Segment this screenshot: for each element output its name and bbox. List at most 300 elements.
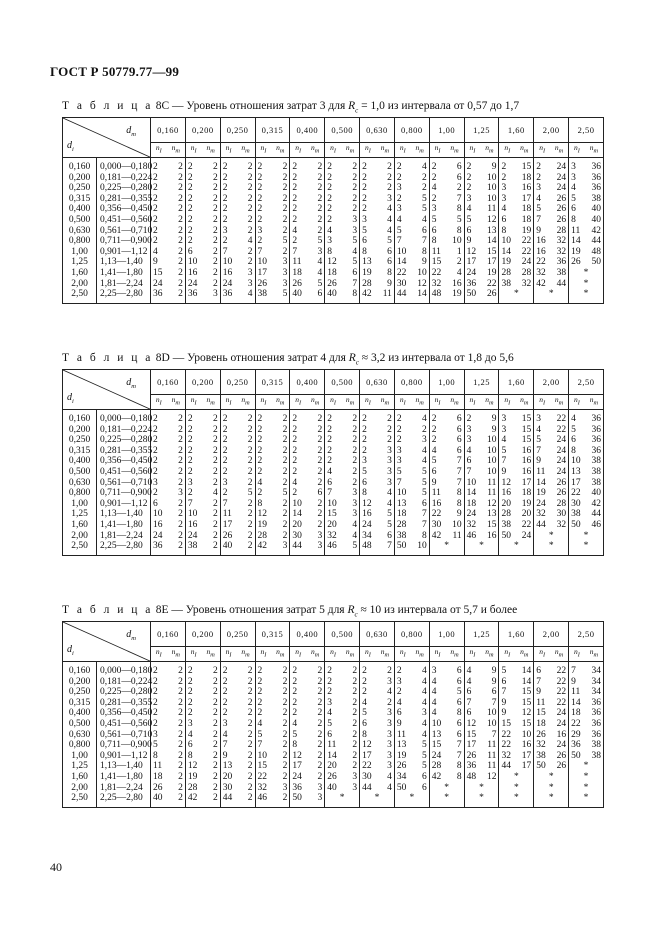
n-t-value: 9 bbox=[491, 676, 497, 687]
table-cell bbox=[360, 194, 394, 205]
cost-table bbox=[62, 369, 604, 556]
n-i-label: $n_I$ bbox=[260, 647, 267, 659]
n-i-value: 4 bbox=[292, 225, 298, 236]
table-cell bbox=[430, 478, 464, 489]
n-i-label: $n_I$ bbox=[190, 143, 197, 155]
n-t-value: 24 bbox=[556, 708, 567, 719]
table-cell bbox=[151, 414, 185, 425]
n-t-value: 15 bbox=[521, 162, 532, 173]
n-t-value: 24 bbox=[521, 257, 532, 268]
table-cell bbox=[221, 740, 255, 751]
value-column bbox=[499, 158, 534, 304]
n-t-value: 2 bbox=[352, 435, 358, 446]
table-cell bbox=[395, 499, 429, 510]
n-i-label: $n_I$ bbox=[434, 395, 441, 407]
n-i-value: 6 bbox=[187, 740, 193, 751]
n-i-value: 6 bbox=[501, 676, 507, 687]
n-i-value: 2 bbox=[292, 162, 298, 173]
caption-lead: Т а б л и ц а bbox=[62, 604, 153, 616]
n-i-value: 2 bbox=[536, 172, 542, 183]
n-t-value: 2 bbox=[178, 729, 183, 740]
table-cell bbox=[430, 740, 464, 751]
n-t-label: $n_т$ bbox=[206, 143, 215, 155]
d-value: 0,630 bbox=[68, 225, 91, 236]
n-i-value: 15 bbox=[257, 761, 268, 772]
n-t-value: 6 bbox=[456, 424, 462, 435]
table-cell bbox=[430, 215, 464, 226]
column-header: 1,25 bbox=[464, 370, 499, 395]
n-label-sub: I bbox=[542, 399, 546, 407]
table-cell bbox=[465, 772, 499, 783]
n-t-value: 2 bbox=[317, 697, 323, 708]
n-t-value: 38 bbox=[556, 268, 567, 279]
n-t-value: 17 bbox=[521, 750, 532, 761]
n-i-label: $n_I$ bbox=[469, 395, 476, 407]
n-i-value: 9 bbox=[222, 750, 228, 761]
range-column bbox=[97, 410, 151, 556]
table-cell bbox=[395, 226, 429, 237]
table-cell bbox=[151, 236, 185, 247]
n-i-value: 3 bbox=[222, 477, 228, 488]
table-cell bbox=[256, 677, 290, 688]
column-header: 1,60 bbox=[499, 622, 534, 647]
n-t-value: 2 bbox=[247, 193, 253, 204]
n-i-value: 5 bbox=[292, 729, 298, 740]
table-cell bbox=[534, 730, 568, 741]
n-i-value: 2 bbox=[187, 687, 193, 698]
subcolumn-header bbox=[290, 143, 325, 158]
n-i-value: 6 bbox=[187, 246, 193, 257]
column-header: 0,400 bbox=[290, 622, 325, 647]
n-t-value: 2 bbox=[317, 445, 323, 456]
table-cell bbox=[325, 772, 359, 783]
n-i-value: 24 bbox=[292, 772, 302, 783]
n-t-value: 34 bbox=[591, 687, 601, 698]
n-i-value: 16 bbox=[153, 520, 163, 531]
n-i-value: 2 bbox=[466, 183, 472, 194]
table-cell bbox=[221, 783, 255, 794]
n-t-value: 2 bbox=[212, 246, 218, 257]
table-cell bbox=[499, 194, 533, 205]
table-cell bbox=[186, 499, 220, 510]
n-t-value: 3 bbox=[282, 257, 288, 268]
value-column bbox=[255, 662, 290, 808]
n-i-value: 2 bbox=[362, 666, 367, 677]
table-cell bbox=[186, 414, 220, 425]
table-cell bbox=[534, 687, 568, 698]
table-cell bbox=[256, 740, 290, 751]
n-i-value: 9 bbox=[501, 697, 507, 708]
n-i-label: $n_I$ bbox=[399, 647, 406, 659]
table-cell bbox=[395, 666, 429, 677]
n-i-value: 24 bbox=[536, 498, 546, 509]
n-i-value: 6 bbox=[153, 498, 158, 509]
subcolumn-header bbox=[151, 395, 186, 410]
n-label-sub: I bbox=[577, 399, 580, 407]
n-t-value: 15 bbox=[521, 697, 532, 708]
n-t-value: 2 bbox=[247, 520, 253, 531]
table-cell bbox=[569, 719, 603, 730]
n-t-value: 2 bbox=[212, 445, 218, 456]
n-label-sub: I bbox=[333, 147, 336, 155]
n-i-value: 3 bbox=[466, 193, 472, 204]
table-cell bbox=[151, 162, 185, 173]
table-cell bbox=[499, 236, 533, 247]
n-i-value: 15 bbox=[431, 740, 442, 751]
table-cell bbox=[534, 204, 568, 215]
table-cell bbox=[430, 289, 464, 300]
table-cell bbox=[499, 183, 533, 194]
n-i-value: 38 bbox=[257, 289, 268, 300]
n-i-label: $n_I$ bbox=[364, 647, 371, 659]
n-t-label: $n_т$ bbox=[311, 647, 320, 659]
n-i-value: 2 bbox=[362, 204, 367, 215]
n-i-value: 26 bbox=[257, 278, 268, 289]
n-i-value: 2 bbox=[187, 445, 193, 456]
n-i-value: 2 bbox=[222, 445, 228, 456]
n-t-value: 2 bbox=[178, 456, 183, 467]
table-cell bbox=[186, 467, 220, 478]
table-cell bbox=[186, 194, 220, 205]
n-t-value: 2 bbox=[178, 162, 183, 173]
n-i-value: 13 bbox=[362, 257, 372, 268]
n-i-value: 7 bbox=[396, 236, 402, 247]
n-t-value: 36 bbox=[591, 162, 601, 173]
range-value: 2,25—2,80 bbox=[100, 541, 143, 552]
n-i-value: 30 bbox=[292, 530, 302, 541]
table-cell bbox=[465, 708, 499, 719]
range-value: 0,711—0,900 bbox=[100, 740, 152, 751]
table-cell bbox=[395, 761, 429, 772]
table-cell bbox=[186, 520, 220, 531]
table-cell bbox=[290, 226, 324, 237]
table-cell bbox=[360, 499, 394, 510]
n-i-value: 2 bbox=[431, 414, 437, 425]
n-t-value: 12 bbox=[486, 215, 497, 226]
n-i-value: 2 bbox=[257, 414, 263, 425]
n-label-sub: т bbox=[454, 147, 459, 155]
table-cell bbox=[465, 677, 499, 688]
table-cell bbox=[256, 666, 290, 677]
n-i-value: 36 bbox=[153, 541, 163, 552]
column-header: 1,00 bbox=[429, 370, 464, 395]
n-t-value: 10 bbox=[486, 435, 497, 446]
n-t-label: $n_т$ bbox=[485, 395, 494, 407]
range-column bbox=[97, 662, 151, 808]
n-i-value: 36 bbox=[222, 289, 233, 300]
table-cell bbox=[151, 435, 185, 446]
d-value: 0,200 bbox=[68, 172, 91, 183]
table-cell bbox=[221, 226, 255, 237]
n-i-value: 2 bbox=[222, 204, 228, 215]
n-i-value: 4 bbox=[292, 719, 298, 730]
n-i-value: 4 bbox=[362, 697, 367, 708]
table-cell bbox=[325, 204, 359, 215]
table-cell bbox=[395, 751, 429, 762]
n-t-value: 8 bbox=[456, 772, 462, 783]
n-i-value: 24 bbox=[431, 750, 442, 761]
n-label-sub: т bbox=[175, 651, 180, 659]
n-i-value: 2 bbox=[396, 162, 402, 173]
n-t-value: 3 bbox=[247, 268, 253, 279]
table-cell bbox=[534, 478, 568, 489]
n-i-value: 2 bbox=[431, 435, 437, 446]
caption-var: R bbox=[347, 604, 355, 616]
n-i-value: 5 bbox=[466, 215, 472, 226]
n-t-value: 3 bbox=[387, 467, 392, 478]
n-i-value: 2 bbox=[153, 414, 158, 425]
n-t-value: 17 bbox=[486, 257, 497, 268]
d-i-label: $d_i$ bbox=[67, 139, 74, 153]
table-cell bbox=[465, 183, 499, 194]
table-cell bbox=[499, 751, 533, 762]
table-cell bbox=[290, 783, 324, 794]
table-cell bbox=[360, 215, 394, 226]
n-i-value: 12 bbox=[362, 740, 372, 751]
n-t-value: 7 bbox=[491, 697, 497, 708]
n-t-value: 3 bbox=[387, 445, 392, 456]
column-header: 1,60 bbox=[499, 118, 534, 143]
n-i-value: 2 bbox=[466, 172, 472, 183]
n-i-value: 2 bbox=[362, 676, 367, 687]
n-i-label: $n_I$ bbox=[330, 143, 336, 155]
n-t-value: 4 bbox=[422, 729, 427, 740]
n-t-value: 2 bbox=[178, 676, 183, 687]
n-t-value: 7 bbox=[456, 750, 462, 761]
n-i-value: 9 bbox=[571, 676, 576, 687]
n-t-value: 2 bbox=[212, 719, 218, 730]
n-i-value: 5 bbox=[431, 215, 437, 226]
n-t-value: 2 bbox=[282, 162, 288, 173]
table-cell bbox=[221, 793, 255, 804]
n-label-sub: т bbox=[384, 651, 389, 659]
n-i-value: 36 bbox=[466, 761, 477, 772]
n-t-value: 2 bbox=[212, 772, 218, 783]
n-i-value: 2 bbox=[222, 172, 228, 183]
table-cell bbox=[325, 740, 359, 751]
n-t-value: 8 bbox=[422, 246, 427, 257]
n-i-value: 50 bbox=[292, 793, 302, 804]
n-t-value: 2 bbox=[178, 509, 183, 520]
n-i-value: 2 bbox=[257, 183, 263, 194]
table-cell bbox=[360, 509, 394, 520]
diagonal-header-cell bbox=[63, 370, 151, 410]
n-t-value: 3 bbox=[282, 268, 288, 279]
value-column bbox=[534, 662, 569, 808]
table-cell bbox=[290, 761, 324, 772]
n-i-value: 10 bbox=[396, 488, 407, 499]
n-t-value: 3 bbox=[317, 782, 323, 793]
table-cell bbox=[395, 698, 429, 709]
n-i-label: $n_I$ bbox=[504, 395, 511, 407]
subcolumn-header bbox=[464, 143, 499, 158]
n-t-value: 24 bbox=[556, 467, 567, 478]
n-t-value: 19 bbox=[521, 498, 532, 509]
n-i-value: 4 bbox=[431, 687, 437, 698]
n-t-value: 2 bbox=[352, 477, 358, 488]
n-t-value: 32 bbox=[521, 278, 532, 289]
n-i-value: 16 bbox=[536, 246, 546, 257]
table-cell bbox=[395, 194, 429, 205]
n-t-value: 2 bbox=[247, 204, 253, 215]
n-t-value: 22 bbox=[556, 666, 567, 677]
n-i-value: 2 bbox=[327, 172, 332, 183]
table-cell bbox=[395, 289, 429, 300]
n-t-value: 6 bbox=[491, 687, 497, 698]
n-t-value: 22 bbox=[556, 697, 567, 708]
table-cell bbox=[256, 478, 290, 489]
n-t-value: 2 bbox=[282, 477, 288, 488]
n-i-value: 3 bbox=[187, 719, 193, 730]
n-i-value: 7 bbox=[292, 246, 298, 257]
n-t-label: $n_т$ bbox=[485, 647, 494, 659]
n-t-value: 2 bbox=[282, 467, 288, 478]
n-t-value: 6 bbox=[422, 225, 427, 236]
table-cell bbox=[325, 708, 359, 719]
table-cell bbox=[395, 215, 429, 226]
n-i-value: 2 bbox=[327, 666, 332, 677]
table-cell bbox=[499, 761, 533, 772]
n-t-value: 5 bbox=[422, 488, 427, 499]
n-t-value: 2 bbox=[282, 676, 288, 687]
n-i-value: 2 bbox=[362, 193, 367, 204]
table-cell bbox=[186, 435, 220, 446]
n-t-label: $n_т$ bbox=[520, 143, 529, 155]
n-label-sub: т bbox=[488, 147, 494, 155]
n-t-value: 30 bbox=[556, 509, 567, 520]
range-value: 0,225—0,280 bbox=[100, 183, 153, 194]
n-t-value: 2 bbox=[212, 268, 218, 279]
table-cell bbox=[325, 279, 359, 290]
n-label-sub: т bbox=[558, 399, 564, 407]
table-cell bbox=[430, 488, 464, 499]
n-t-value: 5 bbox=[422, 740, 427, 751]
n-i-value: 12 bbox=[362, 498, 372, 509]
table-cell bbox=[499, 478, 533, 489]
n-t-value: 2 bbox=[352, 414, 358, 425]
table-cell bbox=[256, 467, 290, 478]
table-cell bbox=[465, 236, 499, 247]
d-t-label: $d_т$ bbox=[126, 377, 136, 390]
table-cell bbox=[569, 740, 603, 751]
n-i-value: 12 bbox=[292, 750, 302, 761]
n-t-value: 2 bbox=[178, 424, 183, 435]
n-t-value: 10 bbox=[486, 456, 497, 467]
n-t-value: 2 bbox=[352, 193, 358, 204]
table-cell bbox=[290, 236, 324, 247]
n-i-value: 5 bbox=[396, 225, 402, 236]
table-cell bbox=[151, 456, 185, 467]
n-i-value: 2 bbox=[257, 204, 263, 215]
n-t-value: 19 bbox=[486, 268, 497, 279]
n-t-label: $n_т$ bbox=[171, 647, 180, 659]
subcolumn-header bbox=[255, 647, 290, 662]
column-header: 0,800 bbox=[394, 118, 429, 143]
n-t-value: 2 bbox=[212, 236, 218, 247]
n-i-value: 11 bbox=[222, 509, 232, 520]
n-i-value: 2 bbox=[257, 687, 263, 698]
n-t-value: 10 bbox=[452, 520, 462, 531]
table-cell bbox=[256, 531, 290, 542]
n-t-label: $n_т$ bbox=[241, 395, 250, 407]
n-i-value: 48 bbox=[362, 541, 372, 552]
n-i-value: 2 bbox=[466, 162, 472, 173]
subcolumn-header bbox=[394, 143, 429, 158]
table-cell bbox=[395, 719, 429, 730]
n-t-value: 2 bbox=[247, 509, 253, 520]
n-t-value: 2 bbox=[178, 204, 183, 215]
n-i-value: 50 bbox=[571, 520, 581, 531]
n-label-sub: т bbox=[349, 147, 355, 155]
n-i-value: 2 bbox=[396, 435, 402, 446]
table-cell bbox=[290, 467, 324, 478]
n-i-value: 4 bbox=[327, 467, 332, 478]
n-t-value: 24 bbox=[556, 172, 567, 183]
n-i-value: 12 bbox=[187, 761, 198, 772]
table-cell bbox=[360, 478, 394, 489]
table-cell bbox=[256, 268, 290, 279]
n-i-value: 2 bbox=[257, 676, 263, 687]
n-t-value: 2 bbox=[282, 761, 288, 772]
n-i-value: 2 bbox=[222, 456, 228, 467]
table-cell bbox=[256, 226, 290, 237]
n-i-value: 17 bbox=[466, 257, 477, 268]
n-t-value: 2 bbox=[178, 183, 183, 194]
range-value: 1,13—1,40 bbox=[100, 257, 143, 268]
d-i-label: $d_i$ bbox=[67, 643, 74, 657]
table-cell: * bbox=[479, 793, 484, 804]
n-label-sub: т bbox=[279, 147, 285, 155]
table-cell bbox=[430, 677, 464, 688]
table-cell bbox=[465, 761, 499, 772]
n-t-value: 2 bbox=[178, 236, 183, 247]
n-i-value: 2 bbox=[222, 424, 228, 435]
n-t-value: 2 bbox=[212, 215, 218, 226]
table-cell bbox=[569, 730, 603, 741]
table-cell bbox=[430, 687, 464, 698]
n-i-value: 2 bbox=[187, 414, 193, 425]
n-t-value: 5 bbox=[247, 488, 253, 499]
n-i-value: 44 bbox=[292, 541, 302, 552]
n-t-value: 15 bbox=[521, 414, 532, 425]
n-t-value: 2 bbox=[422, 172, 427, 183]
n-t-value: 2 bbox=[282, 772, 288, 783]
n-i-value: 9 bbox=[431, 477, 437, 488]
n-i-value: 30 bbox=[396, 278, 407, 289]
range-value: 1,81—2,24 bbox=[100, 278, 143, 289]
n-t-value: 4 bbox=[352, 520, 358, 531]
table-cell bbox=[430, 666, 464, 677]
n-i-value: 40 bbox=[153, 793, 163, 804]
n-t-value: 2 bbox=[178, 541, 183, 552]
n-t-value: 3 bbox=[387, 719, 392, 730]
n-i-value: 3 bbox=[501, 424, 507, 435]
column-header: 0,800 bbox=[394, 622, 429, 647]
n-i-value: 2 bbox=[501, 162, 507, 173]
table-cell bbox=[534, 467, 568, 478]
table-cell bbox=[499, 666, 533, 677]
n-t-value: 5 bbox=[387, 236, 392, 247]
n-t-value: 2 bbox=[387, 666, 392, 677]
n-t-value: 2 bbox=[247, 772, 253, 783]
n-t-value: 9 bbox=[491, 414, 497, 425]
table-cell bbox=[290, 541, 324, 552]
n-i-value: 2 bbox=[187, 236, 193, 247]
table-cell bbox=[290, 435, 324, 446]
n-label-sub: т bbox=[314, 399, 320, 407]
n-i-value: 18 bbox=[153, 772, 163, 783]
value-column bbox=[499, 662, 534, 808]
